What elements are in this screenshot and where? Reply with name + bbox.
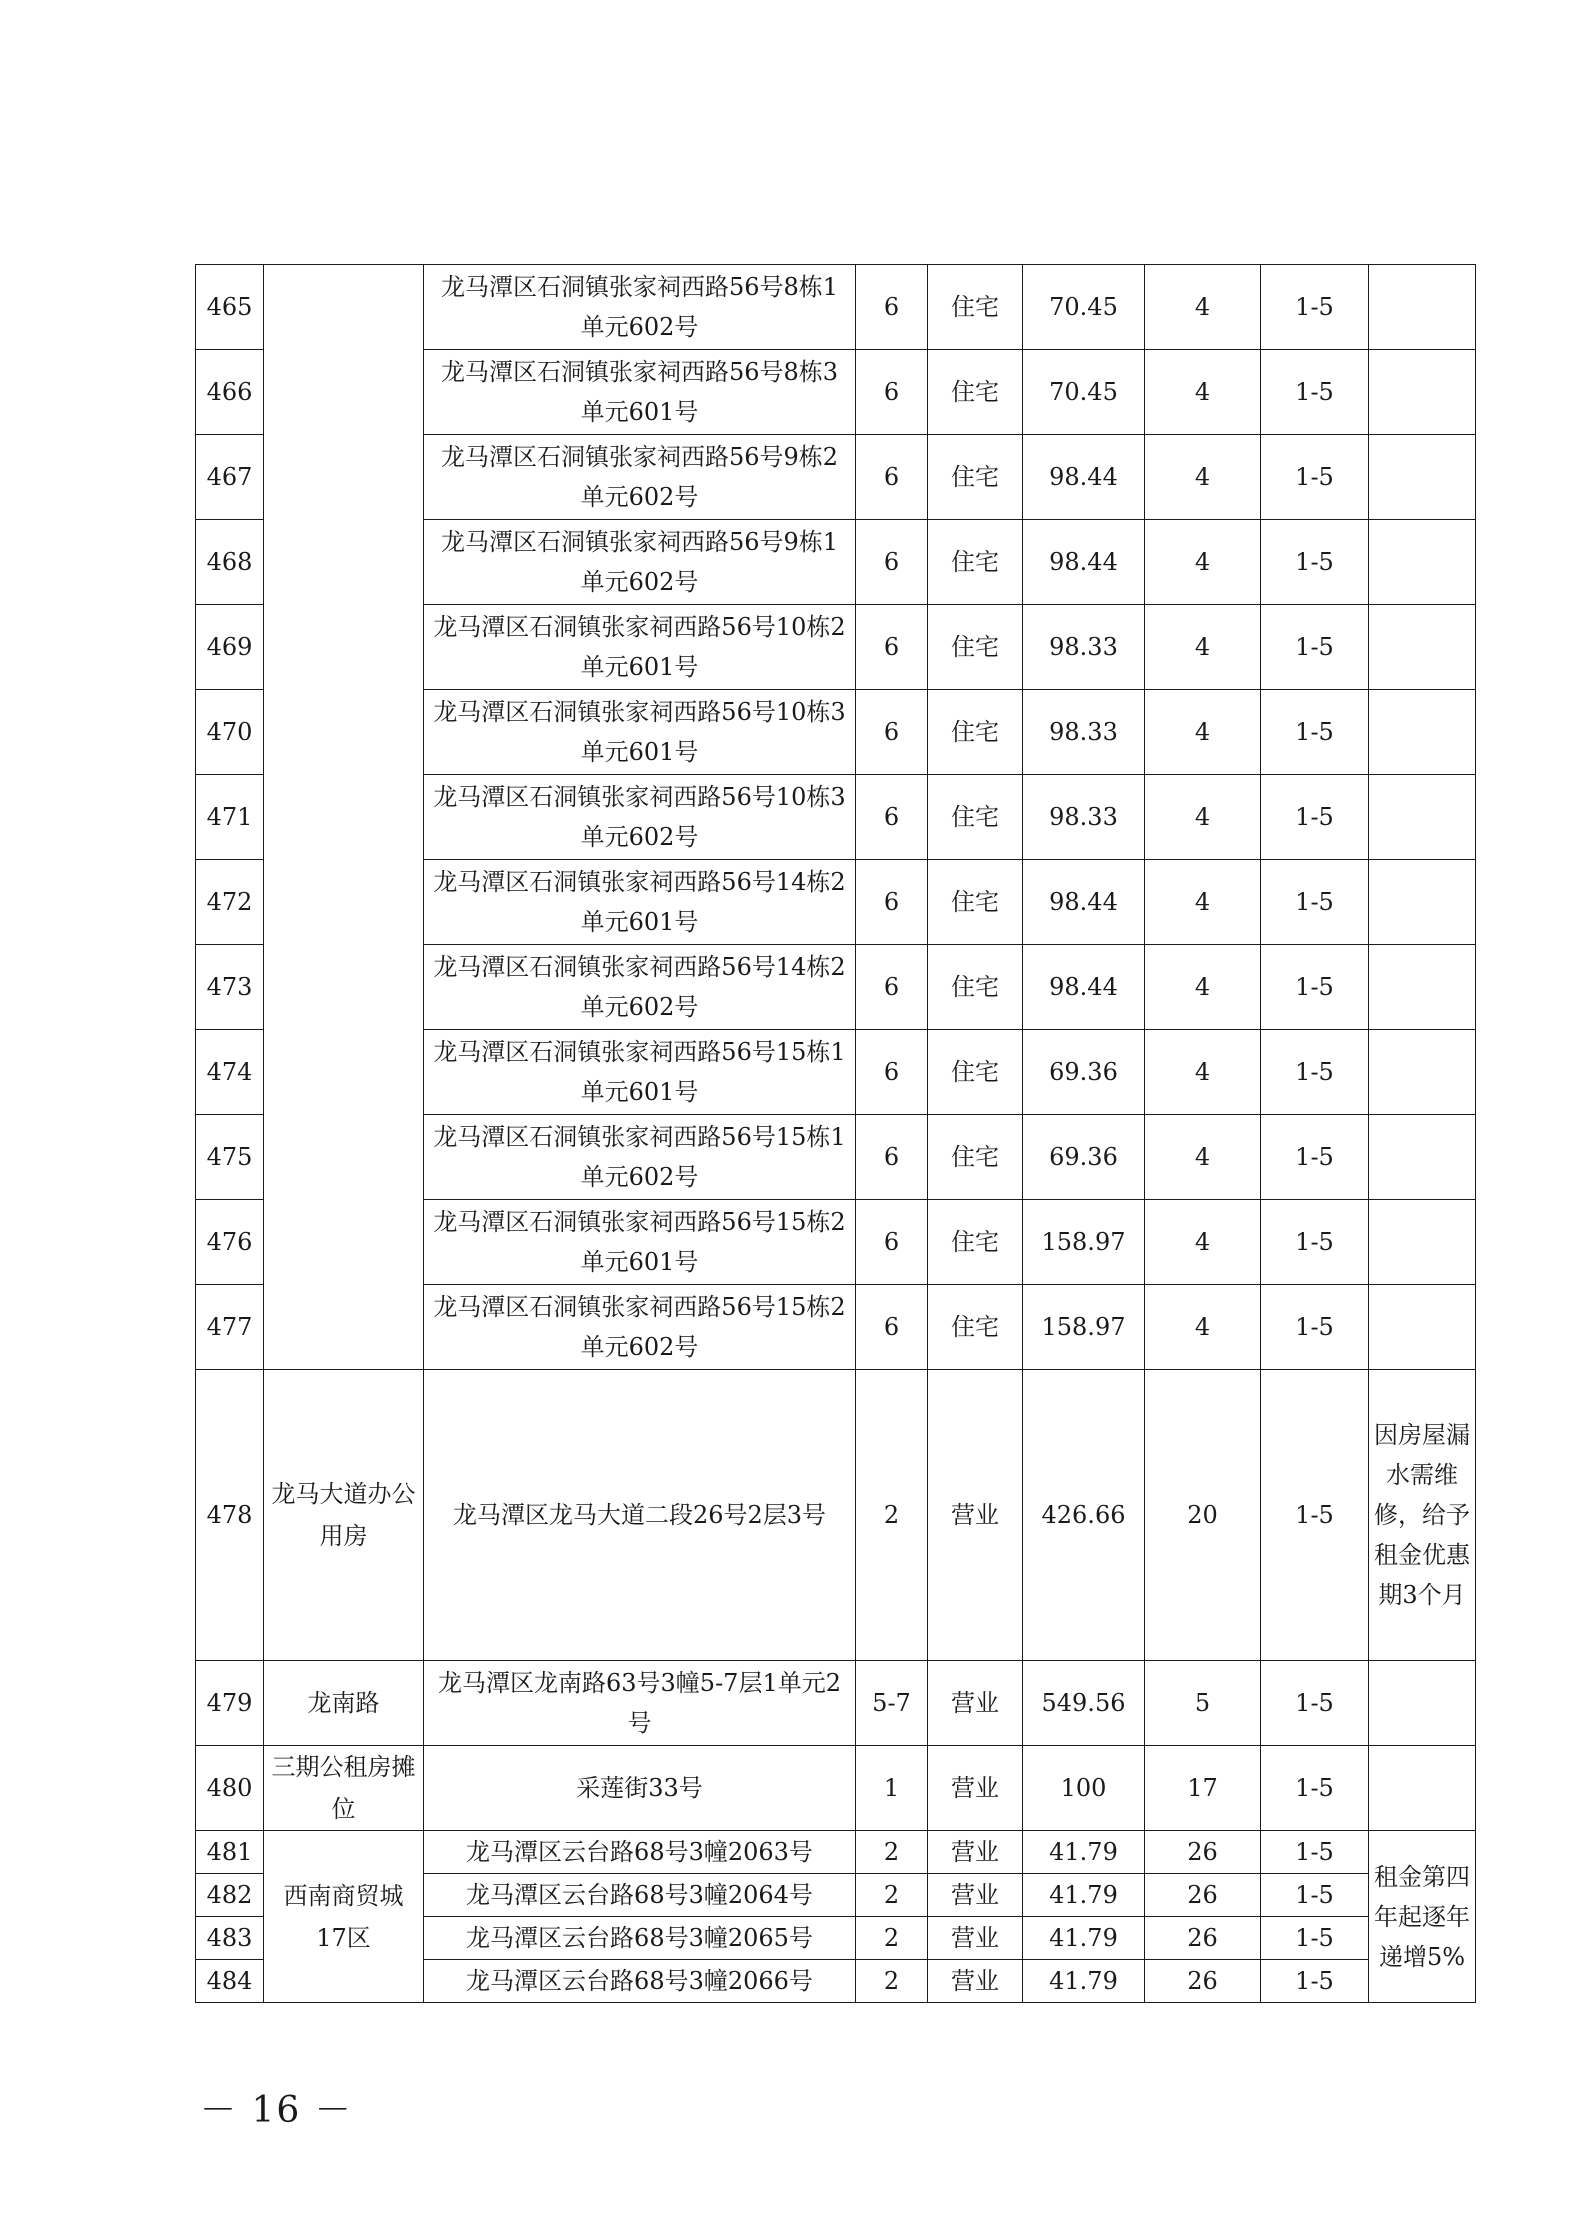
years-cell: 1-5 xyxy=(1261,945,1369,1030)
units-cell: 26 xyxy=(1145,1917,1261,1960)
units-cell: 4 xyxy=(1145,690,1261,775)
years-cell: 1-5 xyxy=(1261,1285,1369,1370)
floors-cell: 2 xyxy=(856,1370,928,1661)
years-cell: 1-5 xyxy=(1261,1960,1369,2003)
row-number: 482 xyxy=(196,1874,264,1917)
row-number: 471 xyxy=(196,775,264,860)
floors-cell: 6 xyxy=(856,520,928,605)
row-number: 474 xyxy=(196,1030,264,1115)
years-cell: 1-5 xyxy=(1261,1370,1369,1661)
address-cell: 龙马潭区云台路68号3幢2064号 xyxy=(424,1874,856,1917)
row-number: 465 xyxy=(196,265,264,350)
units-cell: 20 xyxy=(1145,1370,1261,1661)
address-cell: 龙马潭区石洞镇张家祠西路56号8栋1单元602号 xyxy=(424,265,856,350)
use-cell: 住宅 xyxy=(928,520,1023,605)
units-cell: 26 xyxy=(1145,1874,1261,1917)
remark-cell: 因房屋漏水需维修，给予租金优惠期3个月 xyxy=(1369,1370,1476,1661)
group-name-cell: 龙南路 xyxy=(264,1661,424,1746)
floors-cell: 2 xyxy=(856,1917,928,1960)
table-row xyxy=(196,1831,1476,1874)
area-cell: 98.44 xyxy=(1023,860,1145,945)
units-cell: 4 xyxy=(1145,1030,1261,1115)
remark-cell xyxy=(1369,860,1476,945)
address-cell: 龙马潭区石洞镇张家祠西路56号14栋2单元601号 xyxy=(424,860,856,945)
address-cell: 采莲街33号 xyxy=(424,1746,856,1831)
row-number: 477 xyxy=(196,1285,264,1370)
remark-cell xyxy=(1369,775,1476,860)
row-number: 478 xyxy=(196,1370,264,1661)
address-cell: 龙马潭区云台路68号3幢2066号 xyxy=(424,1960,856,2003)
area-cell: 41.79 xyxy=(1023,1960,1145,2003)
years-cell: 1-5 xyxy=(1261,775,1369,860)
floors-cell: 5-7 xyxy=(856,1661,928,1746)
use-cell: 住宅 xyxy=(928,945,1023,1030)
units-cell: 4 xyxy=(1145,1200,1261,1285)
floors-cell: 6 xyxy=(856,1285,928,1370)
remark-cell xyxy=(1369,1661,1476,1746)
row-number: 476 xyxy=(196,1200,264,1285)
group-name-cell: 三期公租房摊位 xyxy=(264,1746,424,1831)
floors-cell: 6 xyxy=(856,1200,928,1285)
area-cell: 70.45 xyxy=(1023,265,1145,350)
remark-cell xyxy=(1369,265,1476,350)
area-cell: 69.36 xyxy=(1023,1115,1145,1200)
use-cell: 营业 xyxy=(928,1960,1023,2003)
years-cell: 1-5 xyxy=(1261,1030,1369,1115)
address-cell: 龙马潭区龙马大道二段26号2层3号 xyxy=(424,1370,856,1661)
years-cell: 1-5 xyxy=(1261,1874,1369,1917)
row-number: 472 xyxy=(196,860,264,945)
units-cell: 4 xyxy=(1145,605,1261,690)
row-number: 480 xyxy=(196,1746,264,1831)
remark-cell: 租金第四年起逐年递增5% xyxy=(1369,1831,1476,2003)
years-cell: 1-5 xyxy=(1261,605,1369,690)
row-number: 483 xyxy=(196,1917,264,1960)
remark-cell xyxy=(1369,690,1476,775)
years-cell: 1-5 xyxy=(1261,1200,1369,1285)
address-cell: 龙马潭区石洞镇张家祠西路56号9栋1单元602号 xyxy=(424,520,856,605)
use-cell: 住宅 xyxy=(928,605,1023,690)
floors-cell: 6 xyxy=(856,435,928,520)
floors-cell: 6 xyxy=(856,1115,928,1200)
units-cell: 26 xyxy=(1145,1831,1261,1874)
remark-cell xyxy=(1369,605,1476,690)
area-cell: 70.45 xyxy=(1023,350,1145,435)
units-cell: 4 xyxy=(1145,1115,1261,1200)
area-cell: 98.33 xyxy=(1023,690,1145,775)
area-cell: 41.79 xyxy=(1023,1874,1145,1917)
area-cell: 98.44 xyxy=(1023,520,1145,605)
units-cell: 4 xyxy=(1145,945,1261,1030)
units-cell: 4 xyxy=(1145,435,1261,520)
use-cell: 住宅 xyxy=(928,435,1023,520)
property-table xyxy=(195,264,1476,2003)
area-cell: 98.44 xyxy=(1023,945,1145,1030)
floors-cell: 6 xyxy=(856,350,928,435)
area-cell: 41.79 xyxy=(1023,1917,1145,1960)
row-number: 475 xyxy=(196,1115,264,1200)
address-cell: 龙马潭区石洞镇张家祠西路56号15栋1单元602号 xyxy=(424,1115,856,1200)
units-cell: 4 xyxy=(1145,1285,1261,1370)
units-cell: 17 xyxy=(1145,1746,1261,1831)
use-cell: 住宅 xyxy=(928,1200,1023,1285)
address-cell: 龙马潭区龙南路63号3幢5-7层1单元2号 xyxy=(424,1661,856,1746)
units-cell: 4 xyxy=(1145,350,1261,435)
remark-cell xyxy=(1369,1285,1476,1370)
units-cell: 4 xyxy=(1145,265,1261,350)
remark-cell xyxy=(1369,1030,1476,1115)
area-cell: 98.33 xyxy=(1023,605,1145,690)
use-cell: 住宅 xyxy=(928,860,1023,945)
address-cell: 龙马潭区石洞镇张家祠西路56号10栋2单元601号 xyxy=(424,605,856,690)
address-cell: 龙马潭区石洞镇张家祠西路56号10栋3单元602号 xyxy=(424,775,856,860)
use-cell: 住宅 xyxy=(928,775,1023,860)
floors-cell: 2 xyxy=(856,1960,928,2003)
area-cell: 426.66 xyxy=(1023,1370,1145,1661)
remark-cell xyxy=(1369,1115,1476,1200)
use-cell: 住宅 xyxy=(928,265,1023,350)
use-cell: 住宅 xyxy=(928,1030,1023,1115)
area-cell: 549.56 xyxy=(1023,1661,1145,1746)
address-cell: 龙马潭区石洞镇张家祠西路56号8栋3单元601号 xyxy=(424,350,856,435)
use-cell: 住宅 xyxy=(928,350,1023,435)
floors-cell: 1 xyxy=(856,1746,928,1831)
group-name-cell xyxy=(264,265,424,1370)
years-cell: 1-5 xyxy=(1261,1115,1369,1200)
address-cell: 龙马潭区云台路68号3幢2063号 xyxy=(424,1831,856,1874)
address-cell: 龙马潭区石洞镇张家祠西路56号15栋2单元602号 xyxy=(424,1285,856,1370)
floors-cell: 6 xyxy=(856,605,928,690)
units-cell: 26 xyxy=(1145,1960,1261,2003)
units-cell: 4 xyxy=(1145,860,1261,945)
use-cell: 营业 xyxy=(928,1917,1023,1960)
years-cell: 1-5 xyxy=(1261,265,1369,350)
table-row xyxy=(196,1661,1476,1746)
years-cell: 1-5 xyxy=(1261,1917,1369,1960)
units-cell: 4 xyxy=(1145,520,1261,605)
area-cell: 41.79 xyxy=(1023,1831,1145,1874)
remark-cell xyxy=(1369,945,1476,1030)
remark-cell xyxy=(1369,520,1476,605)
remark-cell xyxy=(1369,435,1476,520)
use-cell: 营业 xyxy=(928,1661,1023,1746)
group-name-cell: 龙马大道办公用房 xyxy=(264,1370,424,1661)
units-cell: 5 xyxy=(1145,1661,1261,1746)
years-cell: 1-5 xyxy=(1261,1661,1369,1746)
use-cell: 营业 xyxy=(928,1874,1023,1917)
address-cell: 龙马潭区石洞镇张家祠西路56号10栋3单元601号 xyxy=(424,690,856,775)
row-number: 469 xyxy=(196,605,264,690)
row-number: 473 xyxy=(196,945,264,1030)
use-cell: 营业 xyxy=(928,1370,1023,1661)
remark-cell xyxy=(1369,1200,1476,1285)
remark-cell xyxy=(1369,1746,1476,1831)
row-number: 466 xyxy=(196,350,264,435)
use-cell: 住宅 xyxy=(928,690,1023,775)
area-cell: 158.97 xyxy=(1023,1285,1145,1370)
floors-cell: 2 xyxy=(856,1874,928,1917)
units-cell: 4 xyxy=(1145,775,1261,860)
table-row xyxy=(196,1370,1476,1661)
address-cell: 龙马潭区石洞镇张家祠西路56号9栋2单元602号 xyxy=(424,435,856,520)
group-name-cell: 西南商贸城17区 xyxy=(264,1831,424,2003)
address-cell: 龙马潭区石洞镇张家祠西路56号15栋1单元601号 xyxy=(424,1030,856,1115)
years-cell: 1-5 xyxy=(1261,690,1369,775)
row-number: 467 xyxy=(196,435,264,520)
area-cell: 98.44 xyxy=(1023,435,1145,520)
floors-cell: 6 xyxy=(856,265,928,350)
use-cell: 营业 xyxy=(928,1746,1023,1831)
row-number: 470 xyxy=(196,690,264,775)
area-cell: 98.33 xyxy=(1023,775,1145,860)
years-cell: 1-5 xyxy=(1261,350,1369,435)
remark-cell xyxy=(1369,350,1476,435)
years-cell: 1-5 xyxy=(1261,435,1369,520)
address-cell: 龙马潭区石洞镇张家祠西路56号15栋2单元601号 xyxy=(424,1200,856,1285)
row-number: 468 xyxy=(196,520,264,605)
floors-cell: 2 xyxy=(856,1831,928,1874)
page-number: － 16 － xyxy=(200,2090,353,2131)
floors-cell: 6 xyxy=(856,945,928,1030)
area-cell: 158.97 xyxy=(1023,1200,1145,1285)
row-number: 481 xyxy=(196,1831,264,1874)
use-cell: 营业 xyxy=(928,1831,1023,1874)
floors-cell: 6 xyxy=(856,1030,928,1115)
floors-cell: 6 xyxy=(856,690,928,775)
years-cell: 1-5 xyxy=(1261,860,1369,945)
table-row xyxy=(196,265,1476,350)
years-cell: 1-5 xyxy=(1261,1746,1369,1831)
use-cell: 住宅 xyxy=(928,1115,1023,1200)
years-cell: 1-5 xyxy=(1261,1831,1369,1874)
use-cell: 住宅 xyxy=(928,1285,1023,1370)
area-cell: 69.36 xyxy=(1023,1030,1145,1115)
address-cell: 龙马潭区云台路68号3幢2065号 xyxy=(424,1917,856,1960)
floors-cell: 6 xyxy=(856,775,928,860)
row-number: 479 xyxy=(196,1661,264,1746)
row-number: 484 xyxy=(196,1960,264,2003)
table-row xyxy=(196,1746,1476,1831)
floors-cell: 6 xyxy=(856,860,928,945)
address-cell: 龙马潭区石洞镇张家祠西路56号14栋2单元602号 xyxy=(424,945,856,1030)
area-cell: 100 xyxy=(1023,1746,1145,1831)
years-cell: 1-5 xyxy=(1261,520,1369,605)
